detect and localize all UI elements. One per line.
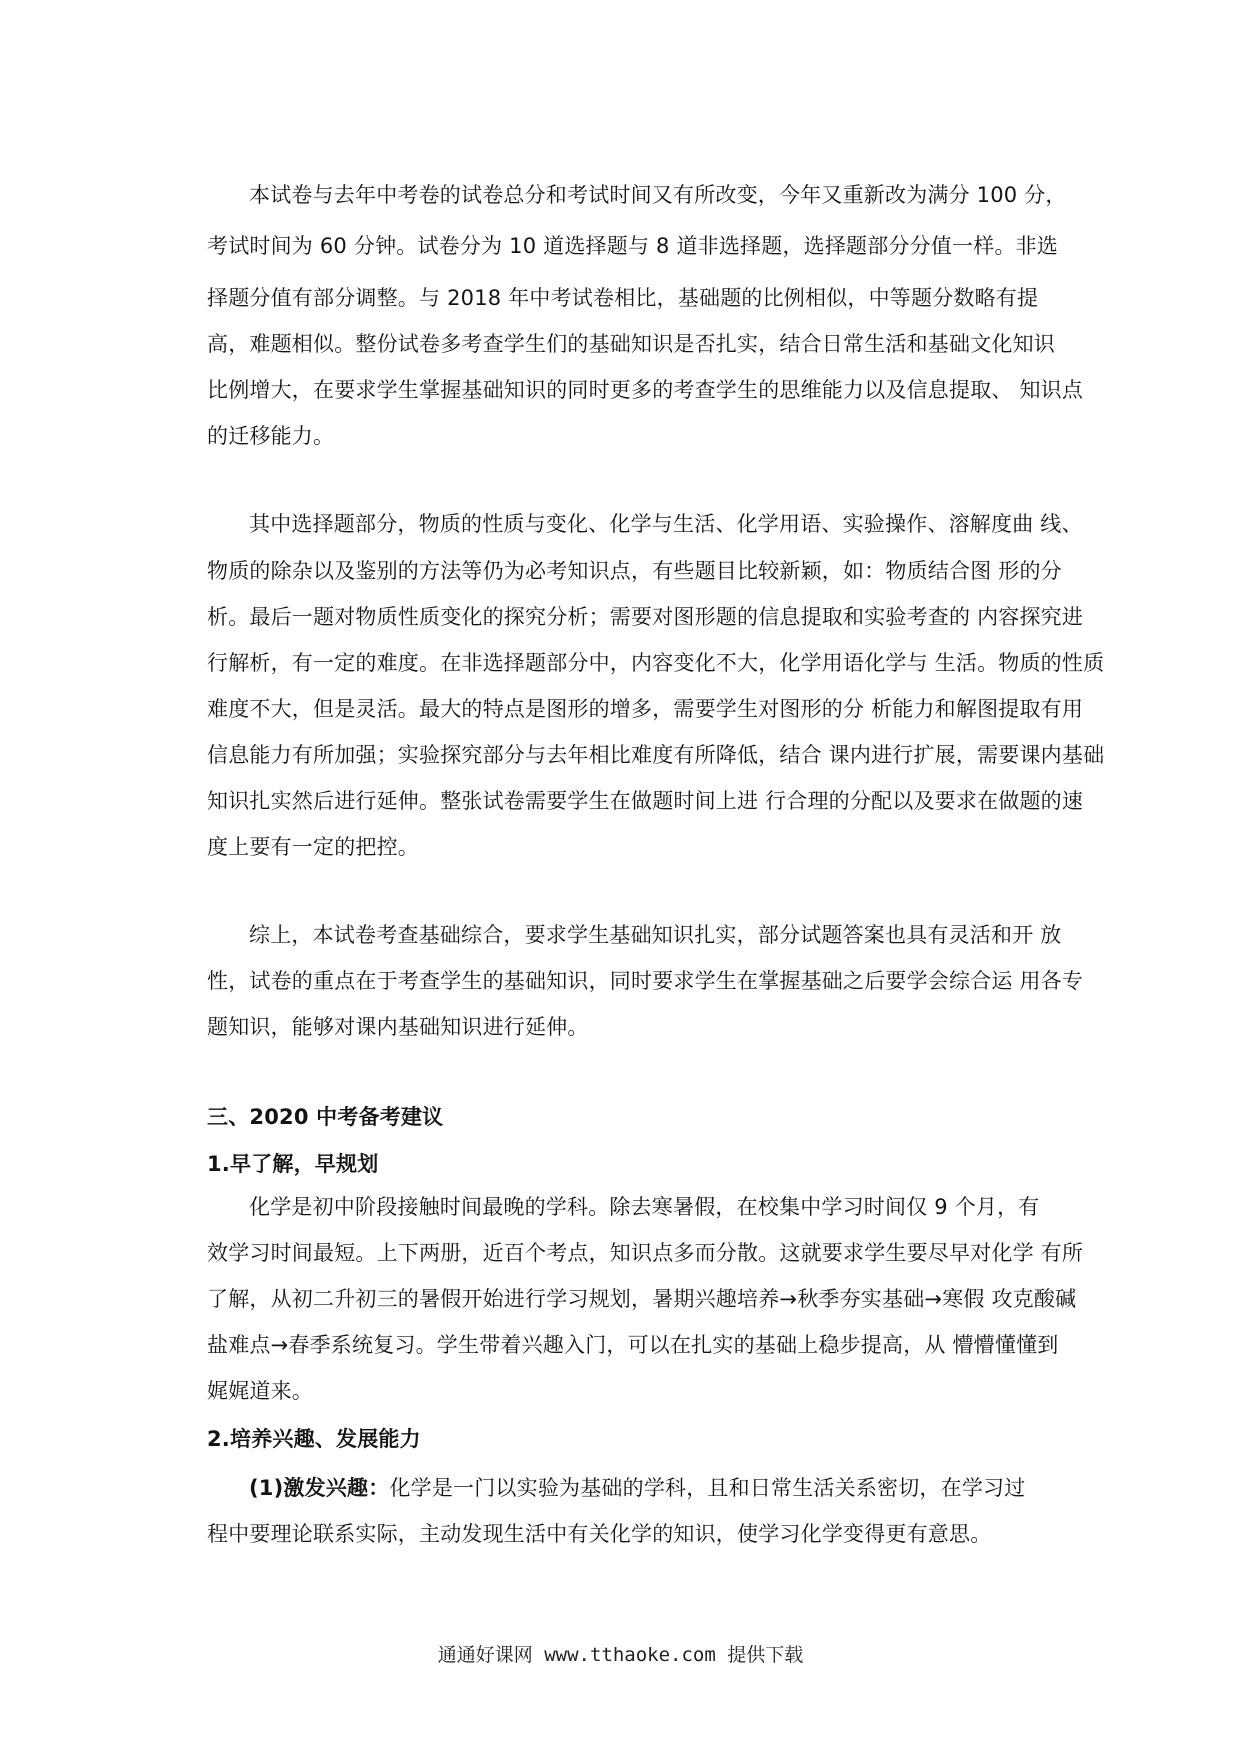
list-item: [249, 1474, 1025, 1502]
paragraph-line: 性，试卷的重点在于考查学生的基础知识，同时要求学生在掌握基础之后要学会综合运 用各专: [207, 969, 1084, 993]
paragraph-line: 化学是初中阶段接触时间最晚的学科。除去寒暑假，在校集中学习时间仅 9 个月，有: [249, 1195, 1040, 1219]
subsection-heading: 1.早了解，早规划: [207, 1152, 379, 1176]
paragraph-line: 综上，本试卷考查基础综合，要求学生基础知识扎实，部分试题答案也具有灵活和开 放: [249, 923, 1062, 947]
paragraph-line: 盐难点→春季系统复习。学生带着兴趣入门，可以在扎实的基础上稳步提高，从 懵懵懂懂到: [207, 1333, 1059, 1357]
paragraph-line: 信息能力有所加强；实验探究部分与去年相比难度有所降低，结合 课内进行扩展，需要课内基础: [207, 743, 1105, 767]
paragraph-line: 行解析，有一定的难度。在非选择题部分中，内容变化不大，化学用语化学与 生活。物质的性质: [207, 651, 1105, 675]
paragraph-line: 其中选择题部分，物质的性质与变化、化学与生活、化学用语、实验操作、溶解度曲 线、: [249, 512, 1083, 536]
paragraph-line: 程中要理论联系实际，主动发现生活中有关化学的知识，使学习化学变得更有意思。: [207, 1522, 992, 1546]
paragraph-line: 娓娓道来。: [207, 1379, 313, 1403]
paragraph-line: 度上要有一定的把控。: [207, 835, 419, 859]
paragraph-line: 题知识，能够对课内基础知识进行延伸。: [207, 1015, 589, 1039]
list-item-label: (1)激发兴趣：: [249, 1476, 390, 1500]
paragraph-line: 难度不大，但是灵活。最大的特点是图形的增多，需要学生对图形的分 析能力和解图提取有用: [207, 697, 1084, 721]
paragraph-line: 择题分值有部分调整。与 2018 年中考试卷相比，基础题的比例相似，中等题分数略有提: [207, 286, 1039, 310]
section-heading: 三、2020 中考备考建议: [207, 1105, 444, 1129]
paragraph-line: 析。最后一题对物质性质变化的探究分析；需要对图形题的信息提取和实验考查的 内容探究进: [207, 605, 1084, 629]
list-item-text: 化学是一门以实验为基础的学科，且和日常生活关系密切，在学习过: [389, 1476, 1026, 1500]
paragraph-line: 本试卷与去年中考卷的试卷总分和考试时间又有所改变，今年又重新改为满分 100 分，: [249, 183, 1067, 207]
subsection-heading: 2.培养兴趣、发展能力: [207, 1427, 421, 1451]
paragraph-line: 效学习时间最短。上下两册，近百个考点，知识点多而分散。这就要求学生要尽早对化学 有所: [207, 1241, 1084, 1265]
paragraph-line: 知识扎实然后进行延伸。整张试卷需要学生在做题时间上进 行合理的分配以及要求在做题的速: [207, 789, 1084, 813]
paragraph-line: 物质的除杂以及鉴别的方法等仍为必考知识点，有些题目比较新颖，如：物质结合图 形的分: [207, 559, 1062, 583]
paragraph-line: 比例增大，在要求学生掌握基础知识的同时更多的考查学生的思维能力以及信息提取、 知识点: [207, 378, 1084, 402]
page-footer: 通通好课网 www.tthaoke.com 提供下载: [437, 1644, 804, 1666]
paragraph-line: 的迁移能力。: [207, 424, 335, 448]
paragraph-line: 高，难题相似。整份试卷多考查学生们的基础知识是否扎实，结合日常生活和基础文化知识: [207, 332, 1055, 356]
paragraph-line: 考试时间为 60 分钟。试卷分为 10 道选择题与 8 道非选择题，选择题部分分值一样。非选: [207, 234, 1059, 258]
paragraph-line: 了解，从初二升初三的暑假开始进行学习规划，暑期兴趣培养→秋季夯实基础→寒假 攻克酸碱: [207, 1287, 1077, 1311]
